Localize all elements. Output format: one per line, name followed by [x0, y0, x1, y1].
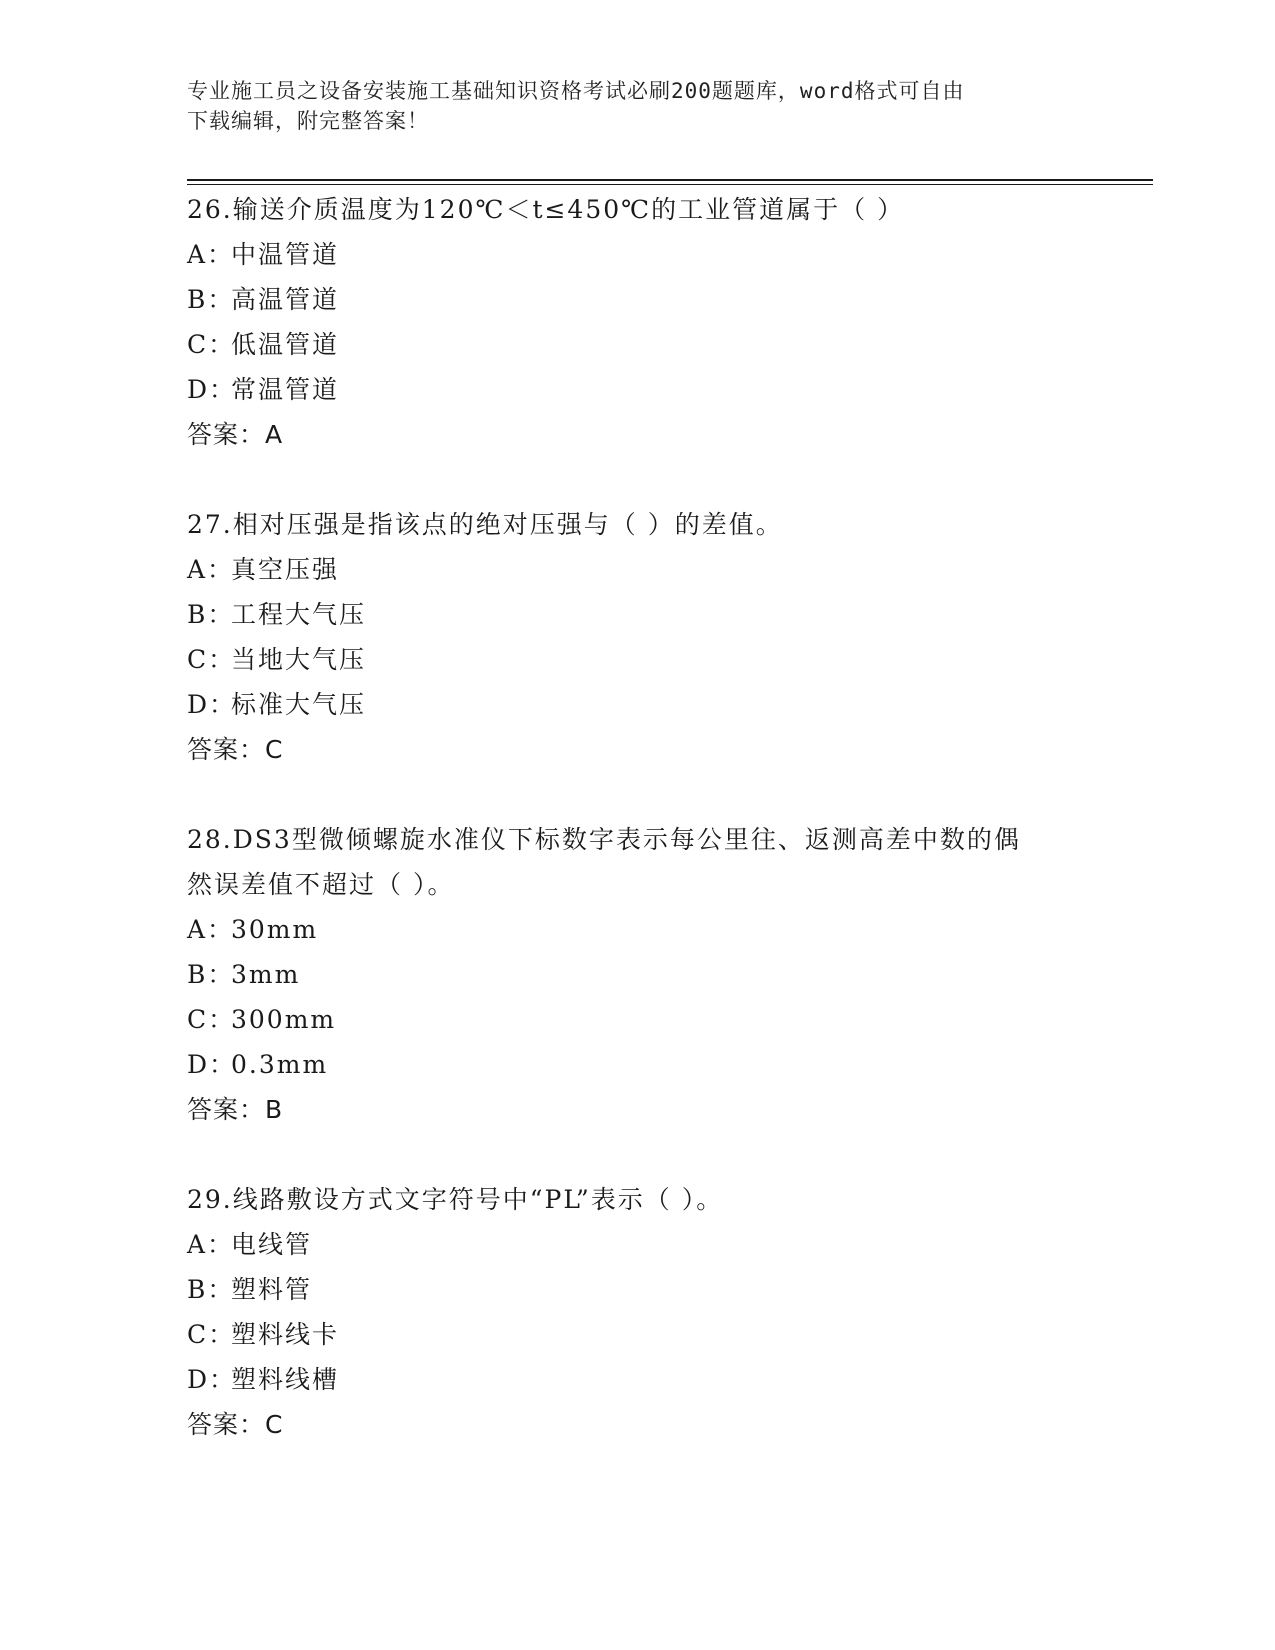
option-d [187, 682, 1087, 727]
option-d [187, 1357, 1087, 1402]
option-key: B： [187, 1275, 235, 1304]
option-text: 真空压强 [231, 555, 340, 584]
option-text: 塑料线卡 [231, 1320, 340, 1349]
option-key: C： [187, 330, 236, 359]
answer-line: 答案：C [187, 1410, 284, 1439]
question-27 [187, 502, 1087, 772]
option-b [187, 277, 1087, 322]
option-text: 中温管道 [231, 240, 340, 269]
document-header [187, 76, 1087, 136]
header-divider-thin [187, 184, 1153, 185]
option-b [187, 952, 1087, 997]
option-key: D： [187, 1050, 237, 1079]
option-key: B： [187, 285, 235, 314]
option-text: 工程大气压 [231, 600, 367, 629]
option-text: 3mm [231, 960, 301, 989]
option-text: 300mm [231, 1005, 337, 1034]
option-text: 高温管道 [231, 285, 340, 314]
option-b [187, 1267, 1087, 1312]
option-text: 塑料线槽 [231, 1365, 340, 1394]
option-a [187, 907, 1087, 952]
answer-line: 答案：C [187, 735, 284, 764]
answer-line: 答案：A [187, 420, 284, 449]
option-c [187, 637, 1087, 682]
option-text: 标准大气压 [231, 690, 367, 719]
option-b [187, 592, 1087, 637]
option-a [187, 547, 1087, 592]
option-text: 30mm [231, 915, 319, 944]
question-stem: 27.相对压强是指该点的绝对压强与（ ）的差值。 [187, 510, 783, 539]
option-key: D： [187, 1365, 237, 1394]
option-text: 塑料管 [231, 1275, 313, 1304]
option-text: 0.3mm [231, 1050, 329, 1079]
option-key: B： [187, 960, 235, 989]
option-text: 低温管道 [231, 330, 340, 359]
option-c [187, 322, 1087, 367]
question-28 [187, 817, 1087, 1132]
option-key: D： [187, 690, 237, 719]
question-stem: 29.线路敷设方式文字符号中“PL”表示（ ）。 [187, 1185, 724, 1214]
header-divider [187, 179, 1153, 181]
option-d [187, 367, 1087, 412]
option-c [187, 997, 1087, 1042]
header-line: 专业施工员之设备安装施工基础知识资格考试必刷200题题库，word格式可自由 [187, 79, 965, 103]
option-key: A： [187, 555, 235, 584]
question-26 [187, 187, 1087, 457]
option-a [187, 232, 1087, 277]
option-d [187, 1042, 1087, 1087]
question-29 [187, 1177, 1087, 1447]
option-text: 当地大气压 [231, 645, 367, 674]
option-key: C： [187, 1005, 236, 1034]
option-key: D： [187, 375, 237, 404]
question-stem: 26.输送介质温度为120℃＜t≤450℃的工业管道属于（ ） [187, 195, 905, 224]
option-a [187, 1222, 1087, 1267]
option-key: C： [187, 645, 236, 674]
option-text: 电线管 [231, 1230, 313, 1259]
answer-line: 答案：B [187, 1095, 284, 1124]
option-key: A： [187, 240, 235, 269]
option-c [187, 1312, 1087, 1357]
option-key: B： [187, 600, 235, 629]
header-line: 下载编辑，附完整答案！ [187, 109, 429, 133]
option-key: A： [187, 1230, 235, 1259]
option-key: A： [187, 915, 235, 944]
option-text: 常温管道 [231, 375, 340, 404]
question-stem-continued: 然误差值不超过（ ）。 [187, 870, 455, 899]
option-key: C： [187, 1320, 236, 1349]
question-stem: 28.DS3型微倾螺旋水准仪下标数字表示每公里往、返测高差中数的偶 [187, 825, 1021, 854]
